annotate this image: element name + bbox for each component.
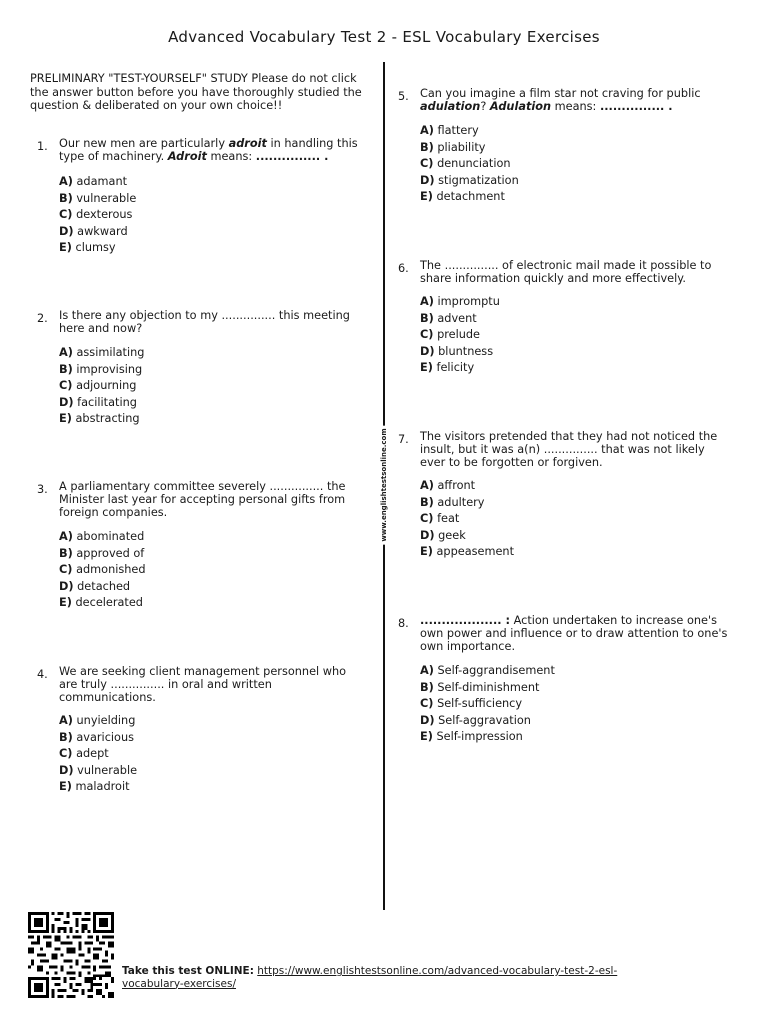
footer [26, 912, 746, 998]
question-text: The visitors pretended that they had not noticed the insult, but it was a(n) ............... that was not likely ever to be forgotten or forgiven. [420, 430, 718, 469]
options-list [59, 529, 146, 612]
option-b[interactable]: B) avaricious [59, 730, 134, 744]
question-number: 7. [398, 433, 409, 446]
option-e[interactable]: E) abstracting [59, 412, 140, 425]
option-e[interactable]: E) felicity [420, 361, 475, 374]
question-text: A parliamentary committee severely ............... the Minister last year for accepting personal gifts from foreign companies. [59, 480, 346, 519]
question-text: Can you imagine a film star not craving for public adulation? Adulation means: ............... . [420, 87, 701, 113]
option-e[interactable]: E) maladroit [59, 780, 130, 793]
key-word: Adroit [167, 150, 207, 163]
option-c[interactable]: C) Self-sufficiency [420, 697, 523, 710]
option-d[interactable]: D) Self-aggravation [420, 713, 531, 727]
options-list [59, 345, 144, 428]
key-word: Adulation [489, 100, 552, 113]
option-d[interactable]: D) awkward [59, 224, 128, 238]
question-number: 3. [37, 483, 48, 496]
option-c[interactable]: C) prelude [420, 328, 480, 341]
question-number: 5. [398, 90, 409, 103]
intro-text: PRELIMINARY "TEST-YOURSELF" STUDY Please do not click the answer button before you have thoroughly studied the question & deliberated on your own choice!! [30, 72, 362, 112]
question-6 [398, 259, 738, 389]
option-e[interactable]: E) Self-impression [420, 730, 523, 743]
qr-code-icon[interactable] [26, 912, 116, 998]
option-d[interactable]: D) geek [420, 528, 466, 542]
question-8 [398, 614, 738, 754]
option-a[interactable]: A) abominated [59, 530, 145, 543]
question-7 [398, 430, 738, 570]
option-b[interactable]: B) vulnerable [59, 191, 137, 205]
key-word: adulation [420, 100, 481, 113]
option-c[interactable]: C) admonished [59, 563, 146, 576]
answer-blank: ............... . [255, 150, 329, 163]
options-list [420, 663, 555, 746]
question-number: 2. [37, 312, 48, 325]
option-a[interactable]: A) Self-aggrandisement [420, 664, 555, 677]
options-list [59, 713, 137, 796]
option-e[interactable]: E) appeasement [420, 545, 515, 558]
option-a[interactable]: A) assimilating [59, 346, 145, 359]
option-c[interactable]: C) denunciation [420, 157, 511, 170]
question-text: We are seeking client management personnel who are truly ............... in oral and written communications. [59, 665, 347, 704]
question-number: 1. [37, 140, 48, 153]
options-list [420, 123, 519, 206]
options-list [420, 478, 514, 561]
question-text: Is there any objection to my ............... this meeting here and now? [59, 309, 350, 335]
option-d[interactable]: D) bluntness [420, 344, 494, 358]
option-e[interactable]: E) clumsy [59, 241, 116, 254]
option-a[interactable]: A) impromptu [420, 295, 500, 308]
question-number: 6. [398, 262, 409, 275]
option-b[interactable]: B) Self-diminishment [420, 680, 540, 694]
option-c[interactable]: C) adept [59, 747, 109, 760]
option-d[interactable]: D) stigmatization [420, 173, 519, 187]
question-3 [37, 480, 377, 620]
question-2 [37, 309, 377, 449]
question-4 [37, 665, 377, 805]
option-a[interactable]: A) flattery [420, 124, 479, 137]
footer-label: Take this test ONLINE: [122, 965, 254, 977]
question-text: ................... : Action undertaken to increase one's own power and influence or to draw attention to one's own importance. [420, 614, 728, 653]
option-c[interactable]: C) adjourning [59, 379, 137, 392]
footer-text [122, 965, 662, 990]
test-online-link[interactable]: https://www.englishtestsonline.com/advanced-vocabulary-test-2-esl-vocabulary-exercises/ [122, 965, 618, 990]
option-a[interactable]: A) adamant [59, 175, 128, 188]
option-b[interactable]: B) pliability [420, 140, 486, 154]
option-c[interactable]: C) feat [420, 512, 460, 525]
question-number: 8. [398, 617, 409, 630]
option-e[interactable]: E) decelerated [59, 596, 143, 609]
page-title: Advanced Vocabulary Test 2 - ESL Vocabulary Exercises [168, 28, 600, 46]
option-b[interactable]: B) improvising [59, 362, 143, 376]
option-a[interactable]: A) affront [420, 479, 476, 492]
option-c[interactable]: C) dexterous [59, 208, 133, 221]
question-number: 4. [37, 668, 48, 681]
side-url-text: www.englishtestsonline.com [380, 425, 388, 544]
question-text: The ............... of electronic mail made it possible to share information quickly and more effectively. [420, 259, 712, 285]
option-d[interactable]: D) facilitating [59, 395, 137, 409]
options-list [420, 294, 500, 377]
key-word: adroit [228, 137, 267, 150]
answer-blank: ............... . [599, 100, 673, 113]
option-b[interactable]: B) adultery [420, 495, 485, 509]
option-b[interactable]: B) advent [420, 311, 477, 325]
option-d[interactable]: D) detached [59, 579, 131, 593]
question-5 [398, 87, 738, 217]
option-e[interactable]: E) detachment [420, 190, 505, 203]
option-a[interactable]: A) unyielding [59, 714, 136, 727]
answer-blank: ................... : [420, 614, 510, 627]
options-list [59, 174, 136, 257]
question-1 [37, 137, 377, 277]
option-b[interactable]: B) approved of [59, 546, 145, 560]
option-d[interactable]: D) vulnerable [59, 763, 138, 777]
question-text: Our new men are particularly adroit in handling this type of machinery. Adroit means: ............... . [59, 137, 358, 163]
